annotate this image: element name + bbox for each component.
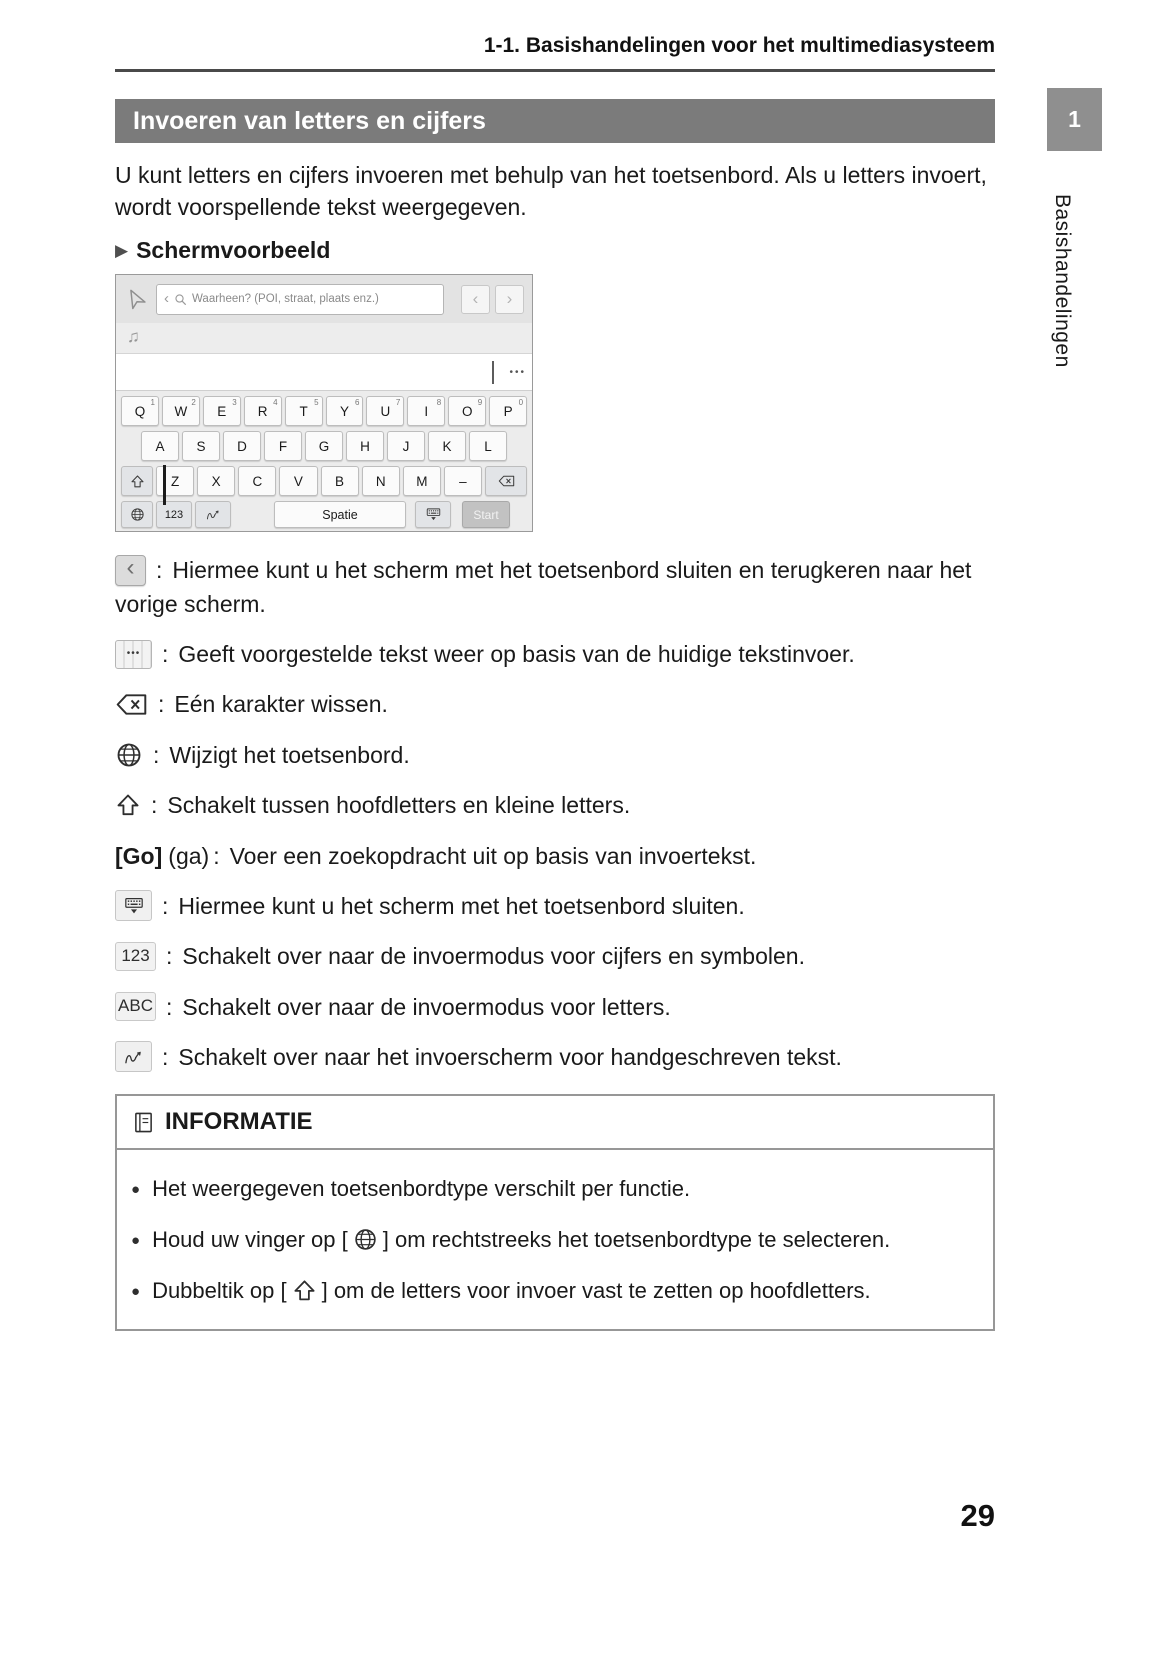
definition-go <box>115 840 995 873</box>
subheading-text: Schermvoorbeeld <box>136 237 331 264</box>
definition-backspace <box>115 688 995 721</box>
colon: : <box>162 641 169 668</box>
navigation-arrow-icon <box>124 287 148 311</box>
keyboard-row-1 <box>116 396 532 426</box>
key-h: H <box>346 431 384 461</box>
information-body <box>117 1150 993 1328</box>
arrow-marker-icon: ▶ <box>115 240 129 260</box>
key-n: N <box>362 466 400 496</box>
key-t: T 5 <box>285 396 323 426</box>
chevron-left-icon: ‹ <box>472 289 479 309</box>
definition-text: Voer een zoekopdracht uit op basis van invoertekst. <box>229 842 757 869</box>
space-key: Spatie <box>274 501 406 528</box>
input-caret <box>492 361 494 384</box>
key-i: I 8 <box>407 396 445 426</box>
definition-globe <box>115 739 995 772</box>
nav-buttons <box>461 285 524 314</box>
colon: : <box>153 741 160 768</box>
definition-text: Schakelt over naar het invoerscherm voor handgeschreven tekst. <box>178 1043 842 1070</box>
suggestion-ellipsis-icon: ••• <box>115 640 152 669</box>
globe-key <box>121 501 153 528</box>
go-key-label: [Go] <box>115 842 163 869</box>
bullet-icon: ● <box>131 1181 141 1199</box>
information-header <box>117 1096 993 1150</box>
content-column <box>115 0 995 1331</box>
key-u: U 7 <box>366 396 404 426</box>
shift-key <box>121 466 153 496</box>
keyboard-hide-icon <box>115 890 152 921</box>
music-note-icon: ♫ <box>127 327 140 347</box>
numeric-mode-key: 123 <box>115 942 156 971</box>
info-item <box>131 1276 979 1307</box>
key-e: E 3 <box>203 396 241 426</box>
key-a: A <box>141 431 179 461</box>
go-key-translation: (ga) <box>168 842 210 869</box>
definition-text: Wijzigt het toetsenbord. <box>169 741 410 768</box>
key-l: L <box>469 431 507 461</box>
keyboard-screenshot <box>115 274 533 532</box>
globe-icon <box>353 1227 378 1252</box>
key-m: M <box>403 466 441 496</box>
header-rule <box>115 69 995 72</box>
key-g: G <box>305 431 343 461</box>
definition-text: Hiermee kunt u het scherm met het toetsenbord sluiten. <box>178 892 745 919</box>
info-item <box>131 1225 979 1256</box>
colon: : <box>156 557 163 584</box>
definition-handwriting <box>115 1041 995 1074</box>
alpha-mode-key: ABC <box>115 992 156 1021</box>
search-icon <box>174 293 187 306</box>
colon: : <box>158 691 165 718</box>
globe-icon <box>115 741 143 769</box>
key-r: R 4 <box>244 396 282 426</box>
backspace-key <box>485 466 527 496</box>
info-text: ] om rechtstreeks het toetsenbordtype te selecteren. <box>382 1227 891 1253</box>
book-icon <box>133 1111 154 1134</box>
numeric-mode-key: 123 <box>156 501 192 528</box>
prev-button <box>461 285 490 314</box>
key-v: V <box>279 466 317 496</box>
chapter-label: Basishandelingen <box>1051 194 1074 368</box>
key-s: S <box>182 431 220 461</box>
key-f: F <box>264 431 302 461</box>
key-d: D <box>223 431 261 461</box>
globe-icon <box>130 507 145 522</box>
page-header: 1-1. Basishandelingen voor het multimediasysteem <box>483 34 995 57</box>
colon: : <box>166 993 173 1020</box>
search-placeholder: Waarheen? (POI, straat, plaats enz.) <box>192 293 379 306</box>
chapter-tab: 1 <box>1047 88 1102 151</box>
handwriting-icon <box>206 507 221 522</box>
search-field <box>156 284 444 315</box>
key-o: O 9 <box>448 396 486 426</box>
key-k: K <box>428 431 466 461</box>
colon: : <box>151 792 158 819</box>
handwriting-icon <box>115 1041 152 1072</box>
definition-text: Hiermee kunt u het scherm met het toetsenbord sluiten en terugkeren naar het vorige scherm. <box>115 557 972 617</box>
chevron-right-icon: › <box>506 289 513 309</box>
colon: : <box>213 842 220 869</box>
text-cursor <box>163 465 166 505</box>
colon: : <box>162 1043 169 1070</box>
definition-text: Schakelt over naar de invoermodus voor letters. <box>182 993 671 1020</box>
text-input-area <box>116 353 532 391</box>
definition-text: Schakelt over naar de invoermodus voor cijfers en symbolen. <box>182 943 805 970</box>
key-b: B <box>321 466 359 496</box>
backspace-icon <box>498 475 515 487</box>
key-c: C <box>238 466 276 496</box>
suggestion-ellipsis-icon: ••• <box>509 366 526 378</box>
info-item <box>131 1174 979 1205</box>
keyboard-area <box>116 391 532 531</box>
definition-text: Geeft voorgestelde tekst weer op basis van de huidige tekstinvoer. <box>178 641 855 668</box>
definition-shift <box>115 789 995 822</box>
key-j: J <box>387 431 425 461</box>
bullet-icon: ● <box>131 1282 141 1300</box>
screenshot-topbar <box>116 275 532 323</box>
colon: : <box>162 892 169 919</box>
definition-text: Eén karakter wissen. <box>174 691 388 718</box>
information-box <box>115 1094 995 1330</box>
key-y: Y 6 <box>326 396 364 426</box>
intro-paragraph: U kunt letters en cijfers invoeren met behulp van het toetsenbord. Als u letters invoert, wordt voorspellende tekst weergegeven. <box>115 162 987 221</box>
definitions-list <box>115 554 995 1074</box>
page-number: 29 <box>960 1498 995 1533</box>
definition-alpha-mode <box>115 991 995 1024</box>
keyboard-row-3 <box>116 466 532 496</box>
definition-back <box>115 554 995 621</box>
definition-keyboard-hide <box>115 890 995 923</box>
information-title: INFORMATIE <box>165 1108 313 1136</box>
next-button <box>495 285 524 314</box>
definition-suggestions <box>115 638 995 671</box>
info-text: Houd uw vinger op [ <box>152 1227 348 1253</box>
subheading <box>115 237 995 264</box>
section-title: Invoeren van letters en cijfers <box>115 99 995 143</box>
keyboard-hide-icon <box>426 507 441 522</box>
shift-icon <box>115 792 141 818</box>
key-x: X <box>197 466 235 496</box>
key-p: P 0 <box>489 396 527 426</box>
chevron-left-icon: ‹ <box>115 555 146 586</box>
shift-icon <box>130 474 145 489</box>
definition-text: Schakelt tussen hoofdletters en kleine letters. <box>167 792 631 819</box>
keyboard-row-2 <box>116 431 532 461</box>
keyboard-hide-key <box>415 501 451 528</box>
info-text: Het weergegeven toetsenbordtype verschilt per functie. <box>152 1176 691 1202</box>
bullet-icon: ● <box>131 1232 141 1250</box>
start-key: Start <box>462 501 510 528</box>
key-dash: – <box>444 466 482 496</box>
backspace-icon <box>115 693 148 716</box>
colon: : <box>166 943 173 970</box>
shift-icon <box>292 1278 317 1303</box>
handwriting-key <box>195 501 231 528</box>
keyboard-row-4 <box>116 501 532 528</box>
definition-numeric-mode <box>115 940 995 973</box>
info-text: ] om de letters voor invoer vast te zetten op hoofdletters. <box>321 1277 871 1303</box>
key-q: Q 1 <box>121 396 159 426</box>
key-w: W 2 <box>162 396 200 426</box>
collapse-chevron-icon: ‹ <box>164 289 169 307</box>
key-z: Z <box>156 466 194 496</box>
info-text: Dubbeltik op [ <box>152 1277 287 1303</box>
